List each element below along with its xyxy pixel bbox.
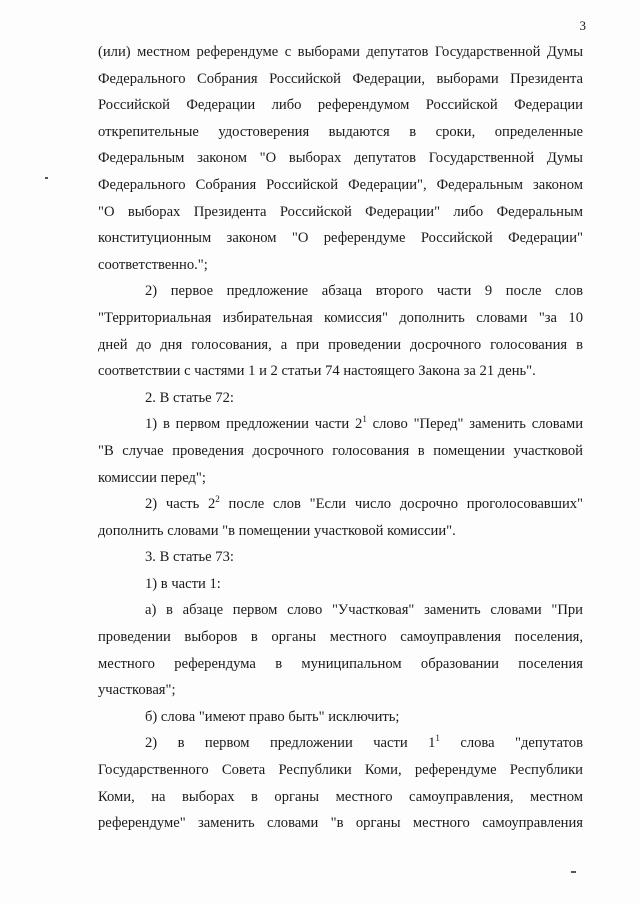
text-line: 2) первое предложение абзаца второго части 9 после слов [145,283,583,300]
superscript: 2 [215,494,220,505]
text-line: Государственного Совета Республики Коми, референдуме Республики [98,762,583,779]
text-line: а) в абзаце первом слово "Участковая" заменить словами "При [145,602,583,619]
scan-mark [45,177,48,179]
text-line: Федеральным законом "О выборах депутатов Государственной Думы [98,150,583,167]
text-line: участковая"; [98,682,176,699]
text-fragment: 1) в первом предложении части 2 [145,416,363,433]
text-line: "Территориальная избирательная комиссия" дополнить словами "за 10 [98,309,583,326]
section-heading: 3. В статье 73: [145,549,234,566]
text-line: "В случае проведения досрочного голосования в помещении участковой [98,442,583,459]
text-line: "О выборах Президента Российской Федерации" либо Федеральным [98,203,583,220]
text-fragment: 2) часть 2 [145,496,216,513]
text-line [98,730,583,757]
text-line: конституционным законом "О референдуме Российской Федерации" [98,230,583,247]
text-line: дней до дня голосования, а при проведении досрочного голосования в [98,336,583,353]
text-line: соответствии с частями 1 и 2 статьи 74 настоящего Закона за 21 день". [98,363,536,380]
text-fragment: после слов "Если число досрочно проголосовавших" [219,496,584,513]
text-line: открепительные удостоверения выдаются в сроки, определенные [98,123,583,140]
text-fragment: 2) в первом предложении части 1 [145,735,436,752]
text-line: местного референдума в муниципальном образовании поселения [98,655,583,672]
text-line: Коми, на выборах в органы местного самоуправления, местном [98,788,583,805]
text-line: Российской Федерации либо референдумом Российской Федерации [98,97,583,114]
scan-mark [571,871,576,873]
text-line: соответственно."; [98,256,208,273]
text-line: комиссии перед"; [98,469,206,486]
body-text [98,39,583,837]
page-number: 3 [579,18,586,33]
text-line [98,411,583,438]
text-fragment: слово "Перед" заменить словами [366,416,583,433]
text-line: (или) местном референдуме с выборами депутатов Государственной Думы [98,44,583,60]
superscript: 1 [362,414,367,425]
text-line: референдуме" заменить словами "в органы местного самоуправления [98,815,583,832]
section-heading: 2. В статье 72: [145,389,234,406]
text-line: Федерального Собрания Российской Федерации", Федеральным законом [98,176,583,193]
text-line: 1) в части 1: [145,575,221,592]
superscript: 1 [435,733,440,744]
text-line: б) слова "имеют право быть" исключить; [145,708,400,725]
text-line: дополнить словами "в помещении участковой комиссии". [98,522,456,539]
text-fragment: слова "депутатов [439,735,583,752]
text-line: проведении выборов в органы местного самоуправления поселения, [98,629,583,646]
text-line: Федерального Собрания Российской Федерации, выборами Президента [98,70,583,87]
text-line [98,491,583,518]
